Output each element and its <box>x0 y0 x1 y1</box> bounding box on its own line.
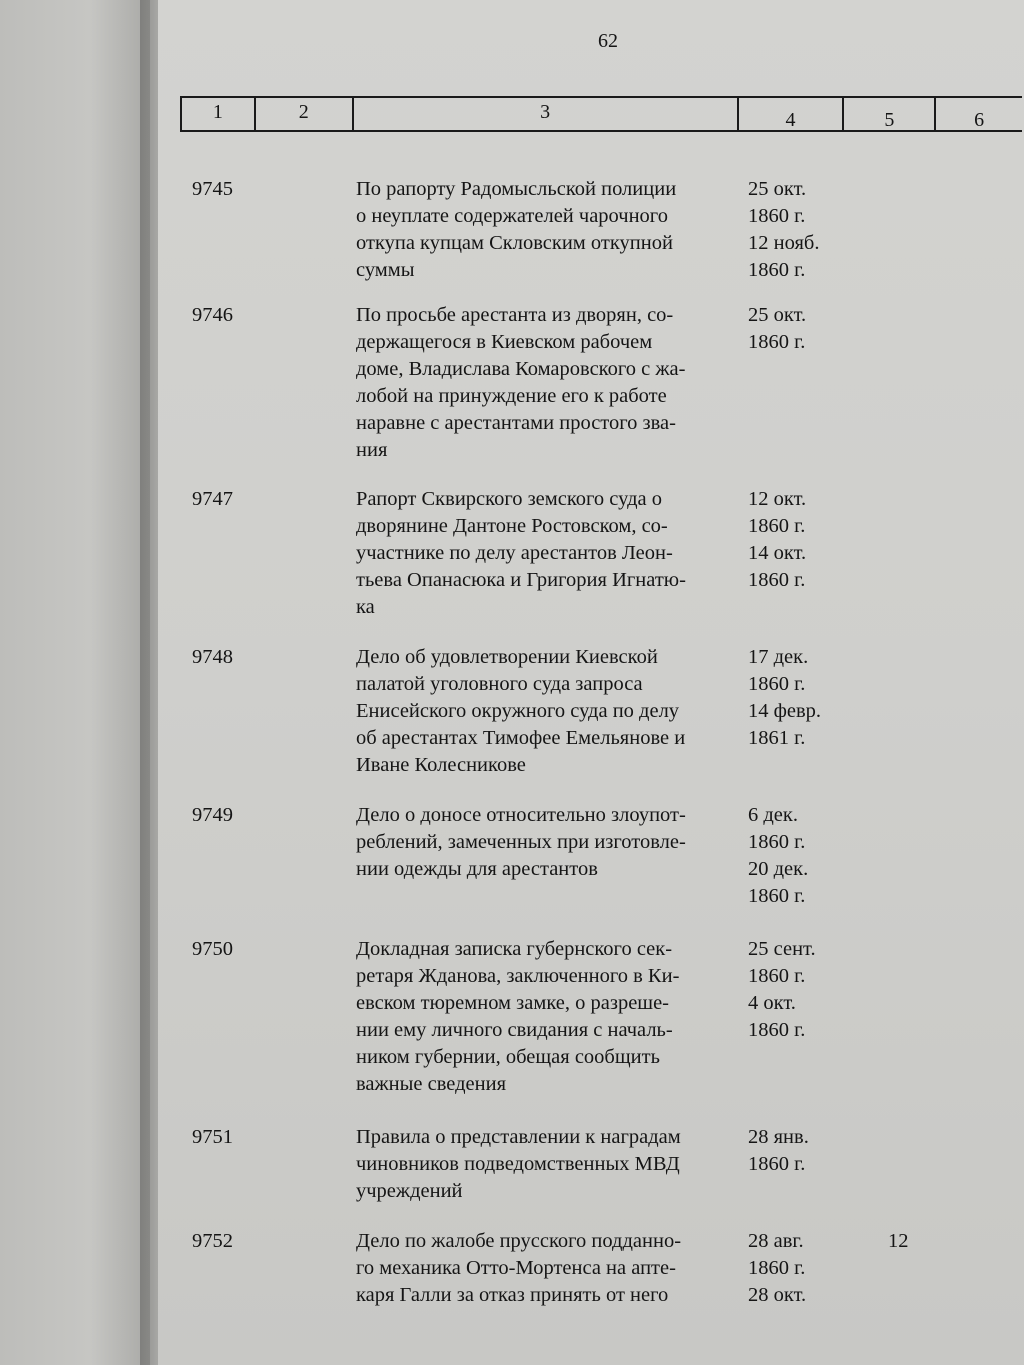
description-line: учреждений <box>356 1180 463 1202</box>
description-line: нии ему личного свидания с началь- <box>356 1019 673 1041</box>
entry-number: 9749 <box>192 804 233 826</box>
entry-description <box>356 802 736 883</box>
date-line: 1860 г. <box>748 885 806 907</box>
description-line: важные сведения <box>356 1073 507 1095</box>
date-line: 1860 г. <box>748 205 806 227</box>
date-line: 17 дек. <box>748 646 809 668</box>
entry-number: 9750 <box>192 938 233 960</box>
entry-description <box>356 176 736 284</box>
entry-number: 9751 <box>192 1126 233 1148</box>
description-line: По рапорту Радомысльской полиции <box>356 178 677 200</box>
date-line: 25 сент. <box>748 938 816 960</box>
date-line: 25 окт. <box>748 304 807 326</box>
description-line: Дело об удовлетворении Киевской <box>356 646 658 668</box>
description-line: Рапорт Сквирского земского суда о <box>356 488 662 510</box>
entry-description <box>356 1228 736 1309</box>
date-line: 1860 г. <box>748 1019 806 1041</box>
description-line: Енисейского окружного суда по делу <box>356 700 680 722</box>
description-line: ником губернии, обещая сообщить <box>356 1046 660 1068</box>
column-header-5: 5 <box>844 98 936 130</box>
entry-dates <box>748 936 816 1044</box>
date-line: 1860 г. <box>748 515 806 537</box>
date-line: 6 дек. <box>748 804 798 826</box>
date-line: 1860 г. <box>748 965 806 987</box>
entry-description <box>356 644 736 779</box>
column-header-2: 2 <box>256 98 354 130</box>
description-line: реблений, замеченных при изготовле- <box>356 831 686 853</box>
entry-description <box>356 936 736 1098</box>
date-line: 28 окт. <box>748 1284 807 1306</box>
entry-number: 9752 <box>192 1230 233 1252</box>
column-header-3: 3 <box>354 98 739 130</box>
adjacent-left-page <box>0 0 150 1365</box>
description-line: Правила о представлении к наградам <box>356 1126 681 1148</box>
date-line: 12 нояб. <box>748 232 820 254</box>
date-line: 14 февр. <box>748 700 822 722</box>
entry-dates <box>748 644 821 752</box>
description-line: о неуплате содержателей чарочного <box>356 205 668 227</box>
entry-dates <box>748 486 806 594</box>
entry-description <box>356 1124 736 1205</box>
description-line: Докладная записка губернского сек- <box>356 938 673 960</box>
description-line: откупа купцам Скловским откупной <box>356 232 673 254</box>
description-line: го механика Отто-Мортенса на апте- <box>356 1257 676 1279</box>
date-line: 14 окт. <box>748 542 807 564</box>
date-line: 1860 г. <box>748 831 806 853</box>
page-number: 62 <box>598 30 618 52</box>
description-line: участнике по делу арестантов Леон- <box>356 542 673 564</box>
date-line: 1860 г. <box>748 673 806 695</box>
description-line: тьева Опанасюка и Григория Игнатю- <box>356 569 686 591</box>
entry-number: 9746 <box>192 304 233 326</box>
table-column-header <box>180 96 1022 132</box>
description-line: ретаря Жданова, заключенного в Ки- <box>356 965 680 987</box>
date-line: 28 авг. <box>748 1230 804 1252</box>
date-line: 28 янв. <box>748 1126 809 1148</box>
description-line: чиновников подведомственных МВД <box>356 1153 680 1175</box>
description-line: каря Галли за отказ принять от него <box>356 1284 669 1306</box>
description-line: суммы <box>356 259 415 281</box>
entry-sheet-count: 12 <box>888 1230 909 1252</box>
date-line: 1860 г. <box>748 1257 806 1279</box>
description-line: об арестантах Тимофее Емельянове и <box>356 727 686 749</box>
entry-description <box>356 486 736 621</box>
date-line: 20 дек. <box>748 858 809 880</box>
date-line: 12 окт. <box>748 488 807 510</box>
entry-number: 9745 <box>192 178 233 200</box>
description-line: ния <box>356 439 388 461</box>
date-line: 1861 г. <box>748 727 806 749</box>
entry-number: 9747 <box>192 488 233 510</box>
entry-dates <box>748 1124 809 1178</box>
entry-dates <box>748 802 808 910</box>
date-line: 1860 г. <box>748 569 806 591</box>
description-line: наравне с арестантами простого зва- <box>356 412 676 434</box>
description-line: лобой на принуждение его к работе <box>356 385 667 407</box>
entry-dates <box>748 302 806 356</box>
description-line: Дело о доносе относительно злоупот- <box>356 804 686 826</box>
date-line: 4 окт. <box>748 992 796 1014</box>
column-header-4: 4 <box>739 98 845 130</box>
description-line: нии одежды для арестантов <box>356 858 598 880</box>
date-line: 1860 г. <box>748 331 806 353</box>
description-line: Иване Колесникове <box>356 754 526 776</box>
description-line: По просьбе арестанта из дворян, со- <box>356 304 674 326</box>
description-line: держащегося в Киевском рабочем <box>356 331 653 353</box>
date-line: 25 окт. <box>748 178 807 200</box>
date-line: 1860 г. <box>748 259 806 281</box>
entry-description <box>356 302 736 464</box>
description-line: дворянине Дантоне Ростовском, со- <box>356 515 668 537</box>
entry-number: 9748 <box>192 646 233 668</box>
description-line: палатой уголовного суда запроса <box>356 673 643 695</box>
entry-dates <box>748 176 819 284</box>
column-header-1: 1 <box>182 98 256 130</box>
description-line: евском тюремном замке, о разреше- <box>356 992 670 1014</box>
entry-dates <box>748 1228 806 1309</box>
description-line: Дело по жалобе прусского подданно- <box>356 1230 682 1252</box>
column-header-6: 6 <box>974 109 985 131</box>
description-line: ка <box>356 596 375 618</box>
date-line: 1860 г. <box>748 1153 806 1175</box>
description-line: доме, Владислава Комаровского с жа- <box>356 358 686 380</box>
